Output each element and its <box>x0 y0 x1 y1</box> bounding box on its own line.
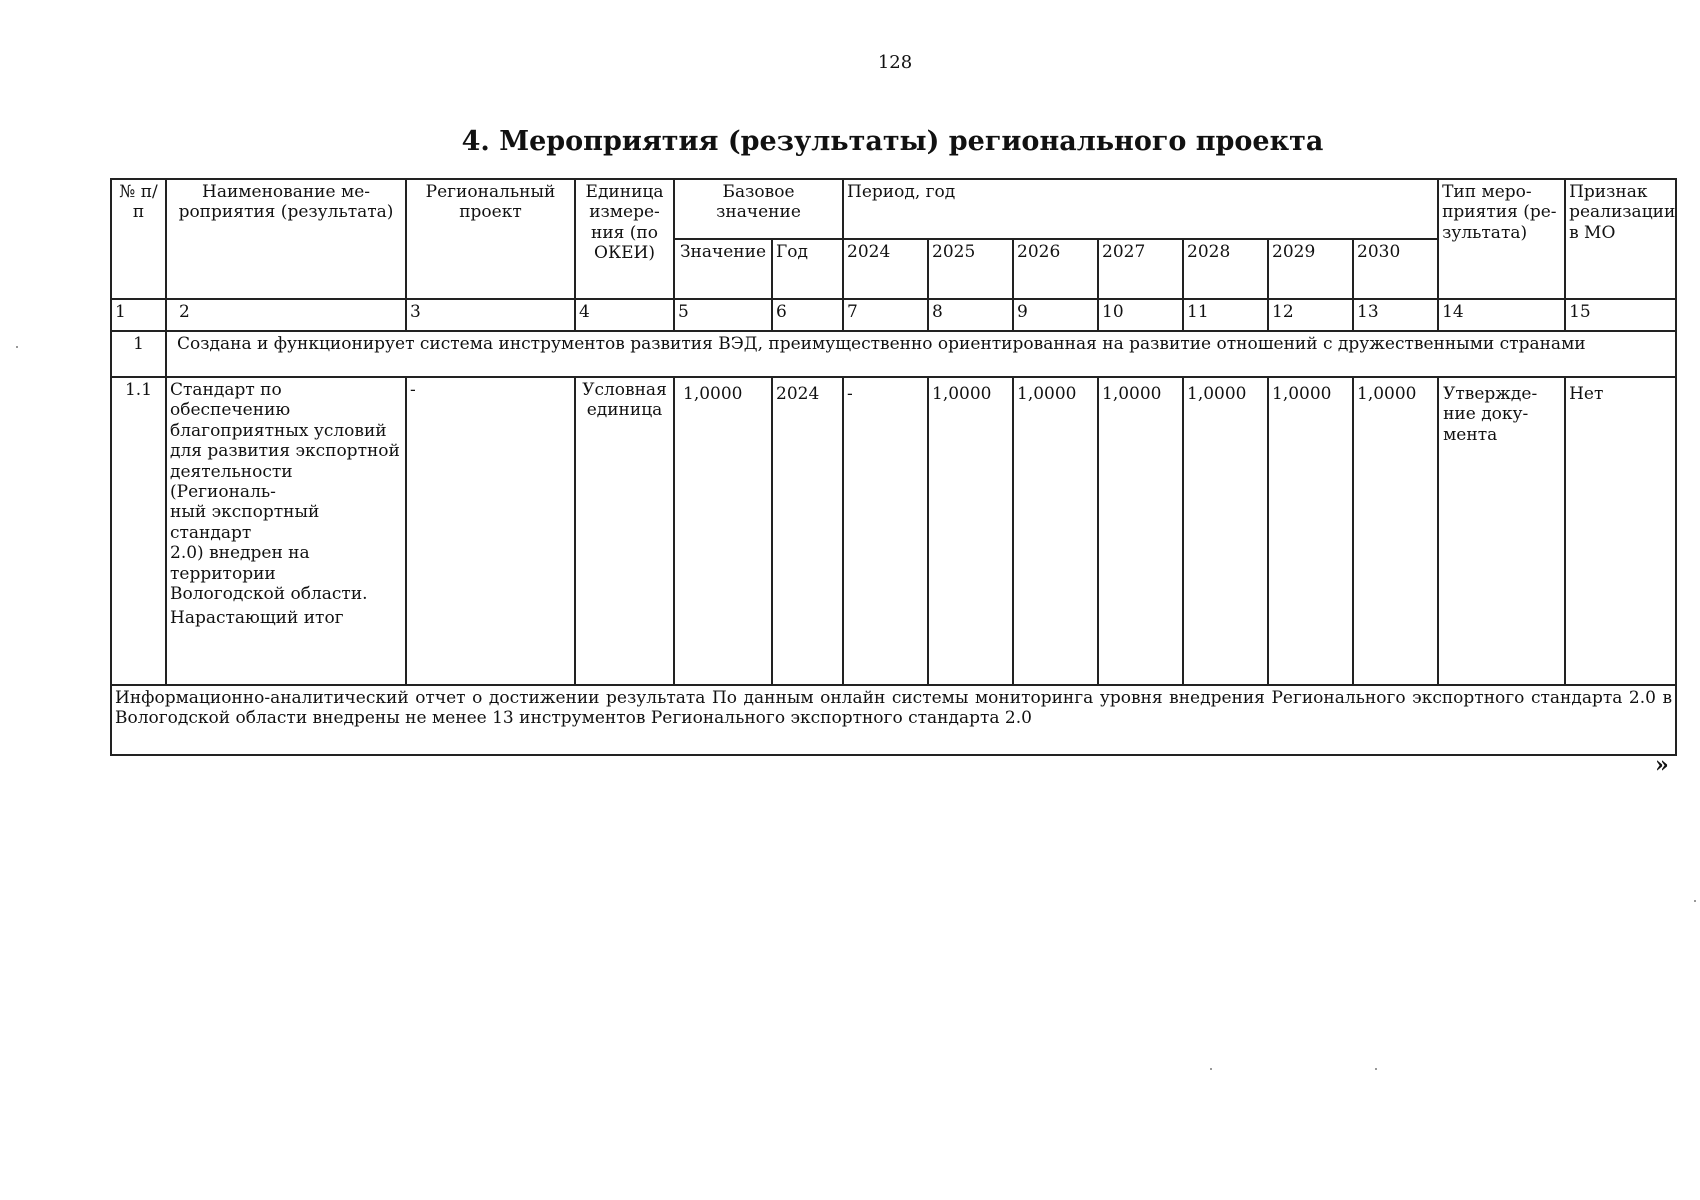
column-number: 11 <box>1183 299 1268 331</box>
row-sign: Нет <box>1565 377 1676 685</box>
header-year: 2027 <box>1098 239 1183 299</box>
header-year: 2025 <box>928 239 1013 299</box>
header-project: Региональный проект <box>406 179 575 299</box>
column-number: 7 <box>843 299 928 331</box>
row-value: 1,0000 <box>928 377 1013 685</box>
header-period: Период, год <box>843 179 1438 239</box>
header-year: 2024 <box>843 239 928 299</box>
column-number: 8 <box>928 299 1013 331</box>
header-base-year: Год <box>772 239 843 299</box>
header-num: № п/п <box>111 179 166 299</box>
row-value: 1,0000 <box>1098 377 1183 685</box>
header-name: Наименование ме-роприятия (результата) <box>166 179 406 299</box>
header-year: 2028 <box>1183 239 1268 299</box>
row-name-line: благоприятных условий <box>170 420 387 441</box>
row-value: 1,0000 <box>1183 377 1268 685</box>
header-row-1 <box>111 179 1676 239</box>
header-year: 2029 <box>1268 239 1353 299</box>
header-year: 2026 <box>1013 239 1098 299</box>
header-base: Базовое значение <box>674 179 843 239</box>
row-num: 1.1 <box>111 377 166 685</box>
row-name-line: 2.0) внедрен на территории <box>170 543 310 584</box>
column-number: 5 <box>674 299 772 331</box>
column-number: 13 <box>1353 299 1438 331</box>
row-name-line: деятельности (Региональ- <box>170 461 293 502</box>
section-row <box>111 331 1676 377</box>
row-base-value: 1,0000 <box>674 377 772 685</box>
row-type: Утвержде-ние доку-мента <box>1438 377 1565 685</box>
row-name-line: Стандарт по обеспечению <box>170 380 291 421</box>
column-number: 9 <box>1013 299 1098 331</box>
column-number: 12 <box>1268 299 1353 331</box>
row-value: - <box>843 377 928 685</box>
row-name-line: Нарастающий итог <box>170 608 344 629</box>
section-num: 1 <box>111 331 166 377</box>
section-text: Создана и функционирует система инструментов развития ВЭД, преимущественно ориентированная на развитие отношений с дружественными странами <box>166 331 1676 377</box>
header-unit: Единица измере-ния (по ОКЕИ) <box>575 179 674 299</box>
row-value: 1,0000 <box>1268 377 1353 685</box>
scan-speck <box>16 346 18 348</box>
column-number: 14 <box>1438 299 1565 331</box>
row-name-line: Вологодской области. <box>170 583 368 604</box>
page-number: 128 <box>877 52 913 73</box>
row-project: - <box>406 377 575 685</box>
row-name-line: ный экспортный стандарт <box>170 502 320 543</box>
header-year: 2030 <box>1353 239 1438 299</box>
report-text: Информационно-аналитический отчет о достижении результата По данным онлайн системы мониторинга уровня внедрения Регионального экспортного стандарта 2.0 в Вологодской области внедрены не менее 13 инструментов Регионального экспортного стандарта 2.0 <box>111 685 1676 755</box>
column-number: 1 <box>111 299 166 331</box>
column-number: 6 <box>772 299 843 331</box>
end-mark: » <box>1655 752 1669 778</box>
row-base-year: 2024 <box>772 377 843 685</box>
column-number: 10 <box>1098 299 1183 331</box>
projects-table <box>110 178 1677 756</box>
table-row <box>111 377 1676 685</box>
header-sign: Признак реализации в МО <box>1565 179 1676 299</box>
scan-speck <box>1210 1068 1212 1070</box>
column-number: 3 <box>406 299 575 331</box>
column-number: 4 <box>575 299 674 331</box>
scan-speck <box>1375 1068 1377 1070</box>
row-name <box>166 377 406 685</box>
report-row <box>111 685 1676 755</box>
header-type: Тип меро-приятия (ре-зультата) <box>1438 179 1565 299</box>
scan-speck <box>1694 900 1696 902</box>
page-title: 4. Мероприятия (результаты) регионального проекта <box>461 126 1324 157</box>
row-value: 1,0000 <box>1353 377 1438 685</box>
column-numbers-row <box>111 299 1676 331</box>
column-number: 2 <box>166 299 406 331</box>
row-value: 1,0000 <box>1013 377 1098 685</box>
row-name-line: для развития экспортной <box>170 441 400 462</box>
row-unit: Условная единица <box>575 377 674 685</box>
header-base-value: Значение <box>674 239 772 299</box>
column-number: 15 <box>1565 299 1676 331</box>
